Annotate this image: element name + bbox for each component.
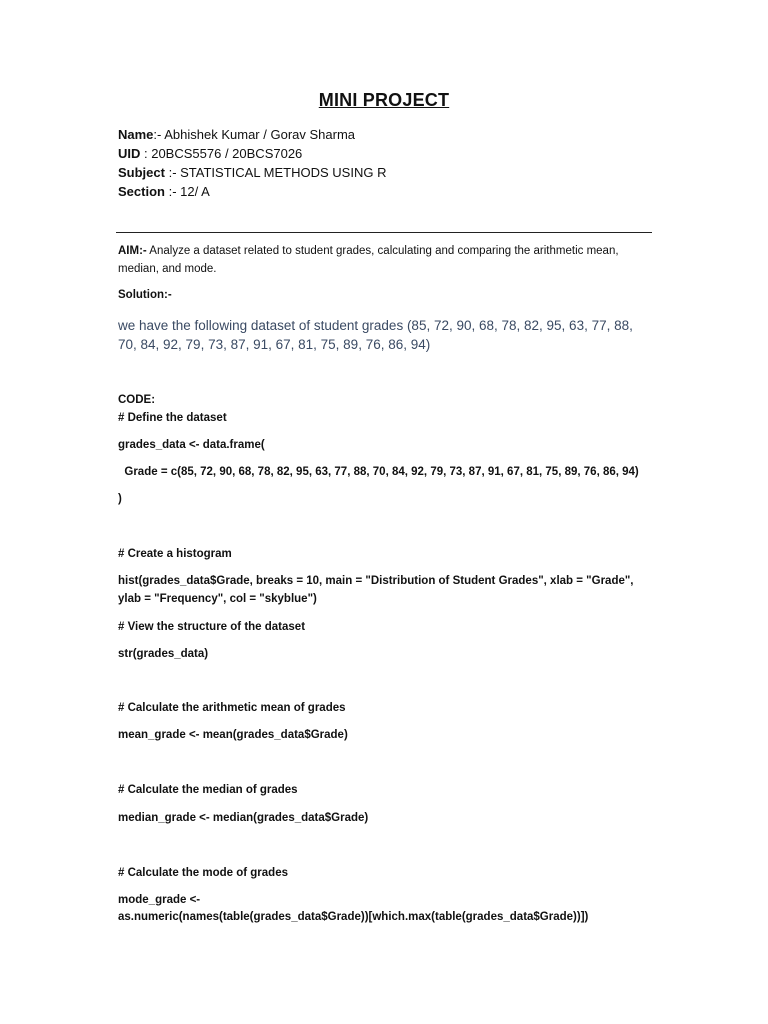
code-mode-call-line1: mode_grade <-: [118, 894, 201, 906]
subject-value: :- STATISTICAL METHODS USING R: [164, 165, 387, 180]
page-title: MINI PROJECT: [318, 90, 450, 110]
code-comment-structure: # View the structure of the dataset: [118, 621, 306, 633]
aim-text: Analyze a dataset related to student grades, calculating and comparing the arithmetic mean, median, and mode.: [118, 245, 619, 275]
code-comment-median: # Calculate the median of grades: [118, 784, 298, 796]
uid-line: [118, 144, 302, 163]
code-dataframe-close: ): [118, 493, 122, 505]
code-mode-call-line2: as.numeric(names(table(grades_data$Grade))[which.max(table(grades_data$Grade))]): [118, 911, 589, 923]
name-label: Name: [118, 127, 154, 142]
uid-value: : 20BCS5576 / 20BCS7026: [140, 146, 303, 161]
name-line: [118, 125, 355, 144]
section-label: Section: [118, 184, 165, 199]
code-comment-mean: # Calculate the arithmetic mean of grades: [118, 702, 346, 714]
section-value: :- 12/ A: [164, 184, 210, 199]
code-comment-histogram: # Create a histogram: [118, 548, 232, 560]
horizontal-divider: [116, 232, 652, 233]
aim-label: AIM:-: [118, 245, 147, 257]
code-grade-vector: Grade = c(85, 72, 90, 68, 78, 82, 95, 63, 77, 88, 70, 84, 92, 79, 73, 87, 91, 67, 81, 75, 89, 76, 86, 94): [118, 466, 639, 478]
code-hist-call: hist(grades_data$Grade, breaks = 10, main = "Distribution of Student Grades", xlab = "Grade", ylab = "Frequency", col = "skyblue"): [118, 575, 637, 605]
uid-label: UID: [118, 146, 141, 161]
section-line: [118, 182, 210, 201]
code-comment-mode: # Calculate the mode of grades: [118, 867, 288, 879]
solution-label: Solution:-: [118, 289, 172, 301]
code-median-call: median_grade <- median(grades_data$Grade): [118, 812, 369, 824]
subject-label: Subject: [118, 165, 165, 180]
code-mean-call: mean_grade <- mean(grades_data$Grade): [118, 729, 348, 741]
code-str-call: str(grades_data): [118, 648, 209, 660]
aim-paragraph: [118, 242, 648, 278]
name-value: :- Abhishek Kumar / Gorav Sharma: [153, 127, 356, 142]
code-dataframe-open: grades_data <- data.frame(: [118, 439, 265, 451]
code-heading: CODE:: [118, 394, 156, 406]
subject-line: [118, 163, 386, 182]
code-comment-define: # Define the dataset: [118, 412, 227, 424]
dataset-description: we have the following dataset of student grades (85, 72, 90, 68, 78, 82, 95, 63, 77, 88, 70, 84, 92, 79, 73, 87, 91, 67, 81, 75, 89, 76, 86, 94): [118, 318, 633, 352]
